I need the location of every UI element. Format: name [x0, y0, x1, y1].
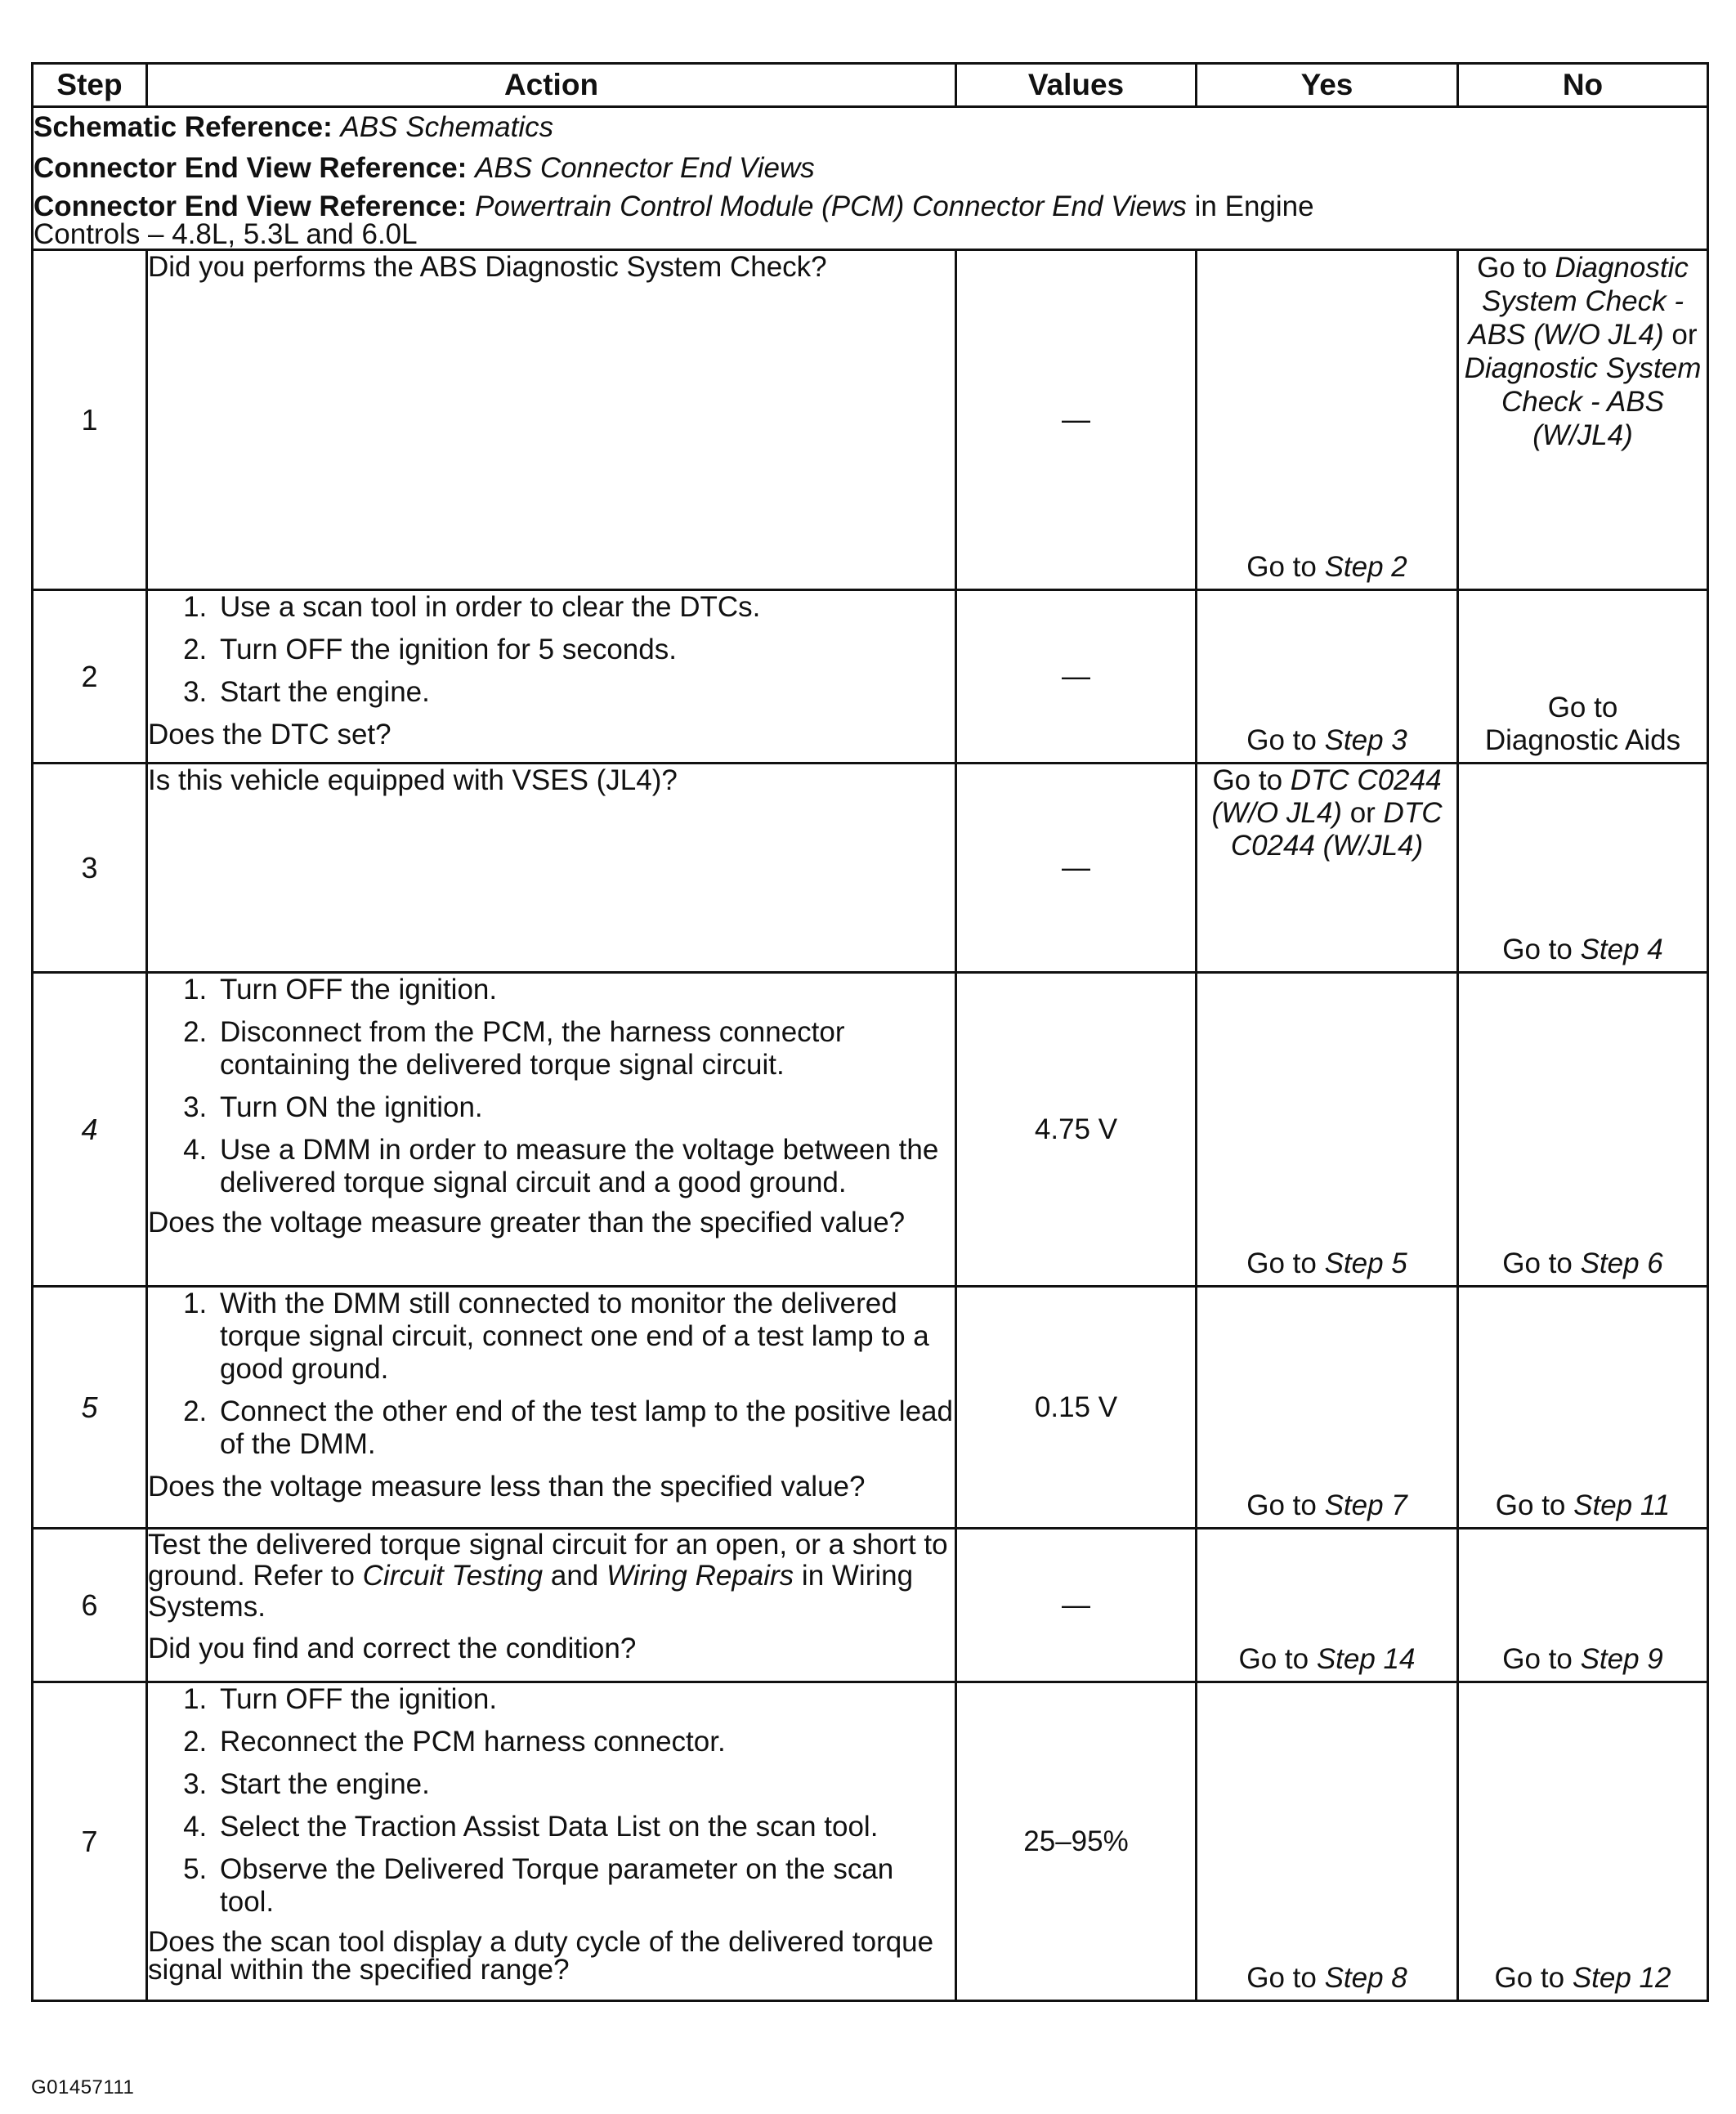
pcm-connector-reference-label: Connector End View Reference:: [34, 190, 468, 222]
pcm-connector-reference: [34, 190, 1707, 250]
action-step-item: 4. Use a DMM in order to measure the voltage between the delivered torque signal circuit and a good ground.: [215, 1134, 955, 1199]
no-cell: [1458, 250, 1708, 590]
references-cell: [33, 107, 1708, 250]
action-step-item: 4. Select the Traction Assist Data List on the scan tool.: [215, 1811, 955, 1843]
step-row-6: [33, 1529, 1708, 1682]
action-cell: [147, 1287, 956, 1529]
action-question: Did you find and correct the condition?: [148, 1633, 637, 1664]
step-row-3: [33, 764, 1708, 973]
step-row-1: [33, 250, 1708, 590]
step-row-4: [33, 973, 1708, 1287]
action-step-item: 3. Turn ON the ignition.: [215, 1091, 955, 1124]
action-step-item: 2. Turn OFF the ignition for 5 seconds.: [215, 634, 955, 666]
action-step-item: 5. Observe the Delivered Torque parameter on the scan tool.: [215, 1853, 955, 1919]
yes-goto[interactable]: Go to Step 5: [1246, 1247, 1407, 1279]
no-cell: [1458, 1287, 1708, 1529]
no-cell: [1458, 1682, 1708, 2001]
action-step-item: 1. With the DMM still connected to monitor the delivered torque signal circuit, connect one end of a test lamp to a good ground.: [215, 1288, 955, 1386]
yes-goto[interactable]: Go to Step 7: [1246, 1489, 1407, 1521]
step-number: 5: [33, 1287, 147, 1529]
circuit-testing-link[interactable]: Circuit Testing: [362, 1560, 544, 1592]
action-question: Does the DTC set?: [148, 719, 391, 750]
yes-cell: [1197, 764, 1458, 973]
action-question: Did you performs the ABS Diagnostic System Check?: [148, 251, 827, 283]
schematic-reference-link[interactable]: ABS Schematics: [340, 111, 554, 143]
action-cell: [147, 250, 956, 590]
step-number: 2: [33, 590, 147, 764]
value-cell: —: [956, 250, 1197, 590]
action-steps: [148, 1683, 955, 1919]
action-cell: [147, 973, 956, 1287]
action-cell: [147, 764, 956, 973]
no-cell: [1458, 590, 1708, 764]
diagnostic-table: [31, 62, 1709, 2002]
yes-goto[interactable]: Go to Step 8: [1246, 1962, 1407, 1994]
action-step-item: 2. Connect the other end of the test lamp to the positive lead of the DMM.: [215, 1395, 955, 1461]
abs-connector-reference-link[interactable]: ABS Connector End Views: [475, 152, 815, 184]
action-steps: [148, 1288, 955, 1461]
yes-cell: [1197, 250, 1458, 590]
references-row: [33, 107, 1708, 250]
action-question: Is this vehicle equipped with VSES (JL4)?: [148, 764, 678, 796]
step-number: 7: [33, 1682, 147, 2001]
action-step-item: 3. Start the engine.: [215, 676, 955, 709]
yes-goto[interactable]: Go to DTC C0244 (W/O JL4) or DTC C0244 (W/JL4): [1211, 764, 1443, 862]
action-cell: [147, 590, 956, 764]
no-goto[interactable]: Go to Step 11: [1495, 1489, 1671, 1521]
value-cell: —: [956, 764, 1197, 973]
figure-id: G01457111: [31, 2076, 135, 2098]
step-row-2: [33, 590, 1708, 764]
pcm-connector-reference-link[interactable]: Powertrain Control Module (PCM) Connector End Views: [475, 190, 1187, 222]
action-steps: [148, 974, 955, 1199]
action-steps: [148, 591, 955, 709]
header-step: Step: [33, 64, 147, 107]
action-step-item: 3. Start the engine.: [215, 1768, 955, 1801]
action-question: Does the scan tool display a duty cycle of the delivered torque signal within the specified range?: [148, 1926, 934, 1986]
schematic-reference: [34, 111, 1707, 144]
yes-cell: [1197, 1287, 1458, 1529]
action-step-item: 2. Reconnect the PCM harness connector.: [215, 1726, 955, 1758]
step-row-5: [33, 1287, 1708, 1529]
step-number: 1: [33, 250, 147, 590]
no-goto[interactable]: Go to Step 12: [1494, 1962, 1671, 1994]
header-yes: Yes: [1197, 64, 1458, 107]
abs-connector-reference: [34, 152, 1707, 185]
header-values: Values: [956, 64, 1197, 107]
step-number: 3: [33, 764, 147, 973]
no-goto[interactable]: Go to Step 4: [1502, 934, 1663, 965]
action-cell: [147, 1682, 956, 2001]
action-step-item: 1. Turn OFF the ignition.: [215, 1683, 955, 1716]
step-row-7: [33, 1682, 1708, 2001]
pcm-connector-reference-tail: in Engine: [1186, 190, 1314, 222]
value-cell: 0.15 V: [956, 1287, 1197, 1529]
value-cell: 25–95%: [956, 1682, 1197, 2001]
no-cell: [1458, 764, 1708, 973]
schematic-reference-label: Schematic Reference:: [34, 111, 333, 143]
value-cell: —: [956, 1529, 1197, 1682]
no-goto[interactable]: Go to Diagnostic System Check - ABS (W/O JL4) or Diagnostic System Check - ABS (W/JL4): [1464, 252, 1702, 451]
step-number: 6: [33, 1529, 147, 1682]
action-step-item: 1. Use a scan tool in order to clear the DTCs.: [215, 591, 955, 624]
action-cell: [147, 1529, 956, 1682]
yes-cell: [1197, 590, 1458, 764]
wiring-repairs-link[interactable]: Wiring Repairs: [606, 1560, 794, 1592]
value-cell: —: [956, 590, 1197, 764]
no-goto[interactable]: Go to Diagnostic Aids: [1484, 692, 1681, 756]
yes-cell: [1197, 1529, 1458, 1682]
action-question: Does the voltage measure greater than the specified value?: [148, 1207, 906, 1238]
no-cell: [1458, 973, 1708, 1287]
header-row: [33, 64, 1708, 107]
action-text: Test the delivered torque signal circuit for an open, or a short to ground. Refer to Circuit Testing and Wiring Repairs in Wiring Systems.: [148, 1529, 948, 1623]
header-action: Action: [147, 64, 956, 107]
action-step-item: 2. Disconnect from the PCM, the harness connector containing the delivered torque signal circuit.: [215, 1016, 955, 1082]
pcm-connector-reference-line2: Controls – 4.8L, 5.3L and 6.0L: [34, 218, 418, 250]
step-number: 4: [33, 973, 147, 1287]
no-goto[interactable]: Go to Step 9: [1502, 1643, 1663, 1675]
action-step-item: 1. Turn OFF the ignition.: [215, 974, 955, 1006]
abs-connector-reference-label: Connector End View Reference:: [34, 152, 468, 184]
action-question: Does the voltage measure less than the specified value?: [148, 1471, 866, 1503]
yes-goto[interactable]: Go to Step 14: [1238, 1643, 1416, 1675]
yes-goto[interactable]: Go to Step 3: [1246, 724, 1407, 756]
yes-cell: [1197, 1682, 1458, 2001]
value-cell: 4.75 V: [956, 973, 1197, 1287]
no-cell: [1458, 1529, 1708, 1682]
yes-cell: [1197, 973, 1458, 1287]
header-no: No: [1458, 64, 1708, 107]
yes-goto[interactable]: Go to Step 2: [1246, 551, 1407, 583]
no-goto[interactable]: Go to Step 6: [1502, 1247, 1663, 1279]
